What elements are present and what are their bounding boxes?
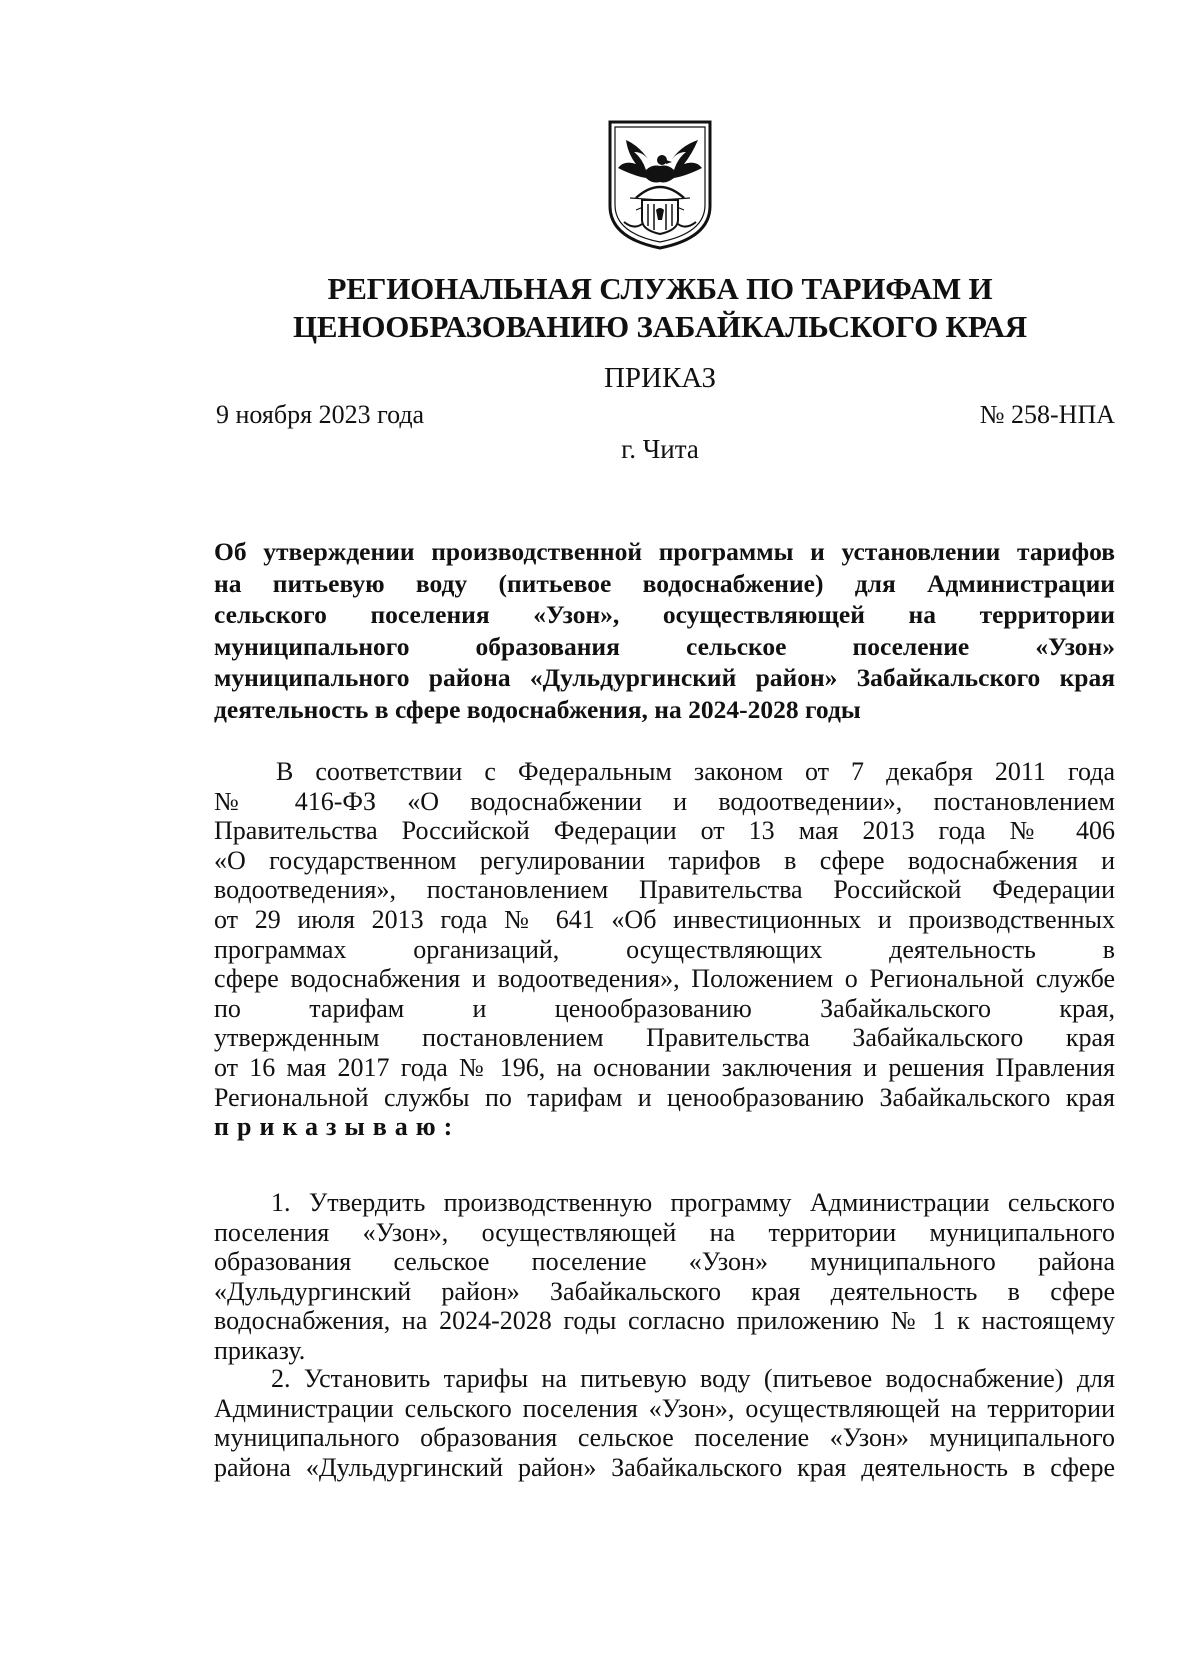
item-2-paragraph [214, 1364, 1115, 1482]
item-1-line: «Дульдургинский район» Забайкальского края деятельность в сфере [214, 1276, 1115, 1306]
item-1-line: образования сельское поселение «Узон» муниципального района [214, 1247, 1115, 1276]
preamble-line: № 416-ФЗ «О водоснабжении и водоотведении», постановлением [214, 786, 1115, 816]
preamble-line: утвержденным постановлением Правительства Забайкальского края [214, 1023, 1115, 1053]
decree-word: приказываю: [214, 1112, 461, 1142]
organization-title-line-2: ЦЕНООБРАЗОВАНИЮ ЗАБАЙКАЛЬСКОГО КРАЯ [293, 309, 1027, 344]
item-2-line: Администрации сельского поселения «Узон», осуществляющей на территории [214, 1393, 1115, 1423]
item-2-line: муниципального образования сельское поселение «Узон» муниципального [214, 1423, 1115, 1452]
coat-of-arms-icon [606, 118, 714, 252]
subject-heading [214, 536, 1115, 725]
subject-line: сельского поселения «Узон», осуществляющей на территории [214, 600, 1115, 629]
document-city: г. Чита [621, 434, 699, 464]
document-type: ПРИКАЗ [603, 362, 717, 394]
item-1-line: 1. Утвердить производственную программу Администрации сельского [271, 1188, 1115, 1217]
document-date: 9 ноября 2023 года [216, 400, 425, 429]
item-2-line: 2. Установить тарифы на питьевую воду (питьевое водоснабжение) для [271, 1364, 1115, 1393]
subject-line: муниципального района «Дульдургинский район» Забайкальского края [214, 663, 1115, 692]
subject-line: деятельность в сфере водоснабжения, на 2024-2028 годы [214, 694, 861, 724]
preamble-line: по тарифам и ценообразованию Забайкальского края, [214, 993, 1115, 1023]
preamble-line: от 29 июля 2013 года № 641 «Об инвестиционных и производственных [214, 904, 1115, 934]
preamble-line: «О государственном регулировании тарифов в сфере водоснабжения и [214, 845, 1115, 875]
item-1-line: поселения «Узон», осуществляющей на территории муниципального [214, 1217, 1115, 1247]
preamble-line: Правительства Российской Федерации от 13 мая 2013 года № 406 [214, 816, 1115, 846]
document-number: № 258-НПА [979, 400, 1115, 429]
organization-title-line-1: РЕГИОНАЛЬНАЯ СЛУЖБА ПО ТАРИФАМ И [327, 271, 993, 306]
preamble-line: Региональной службы по тарифам и ценообразованию Забайкальского края [214, 1082, 1115, 1112]
preamble-paragraph [214, 757, 1115, 1142]
preamble-line: от 16 мая 2017 года № 196, на основании заключения и решения Правления [214, 1052, 1115, 1082]
subject-line: муниципального образования сельское поселение «Узон» [214, 631, 1115, 661]
item-1-line: водоснабжения, на 2024-2028 годы согласно приложению № 1 к настоящему [214, 1306, 1115, 1335]
organization-title [200, 270, 1120, 346]
preamble-line: сфере водоснабжения и водоотведения», Положением о Региональной службе [214, 964, 1115, 994]
item-2-line: района «Дульдургинский район» Забайкальского края деятельность в сфере [214, 1452, 1115, 1482]
preamble-line: водоотведения», постановлением Правительства Российской Федерации [214, 875, 1115, 905]
item-1-paragraph [214, 1188, 1115, 1365]
preamble-line: В соответствии с Федеральным законом от 7 декабря 2011 года [276, 757, 1115, 786]
preamble-line: программах организаций, осуществляющих деятельность в [214, 934, 1115, 964]
item-1-line: приказу. [214, 1335, 306, 1365]
subject-line: Об утверждении производственной программы и установлении тарифов [214, 537, 1115, 566]
subject-line: на питьевую воду (питьевое водоснабжение) для Администрации [214, 568, 1115, 598]
